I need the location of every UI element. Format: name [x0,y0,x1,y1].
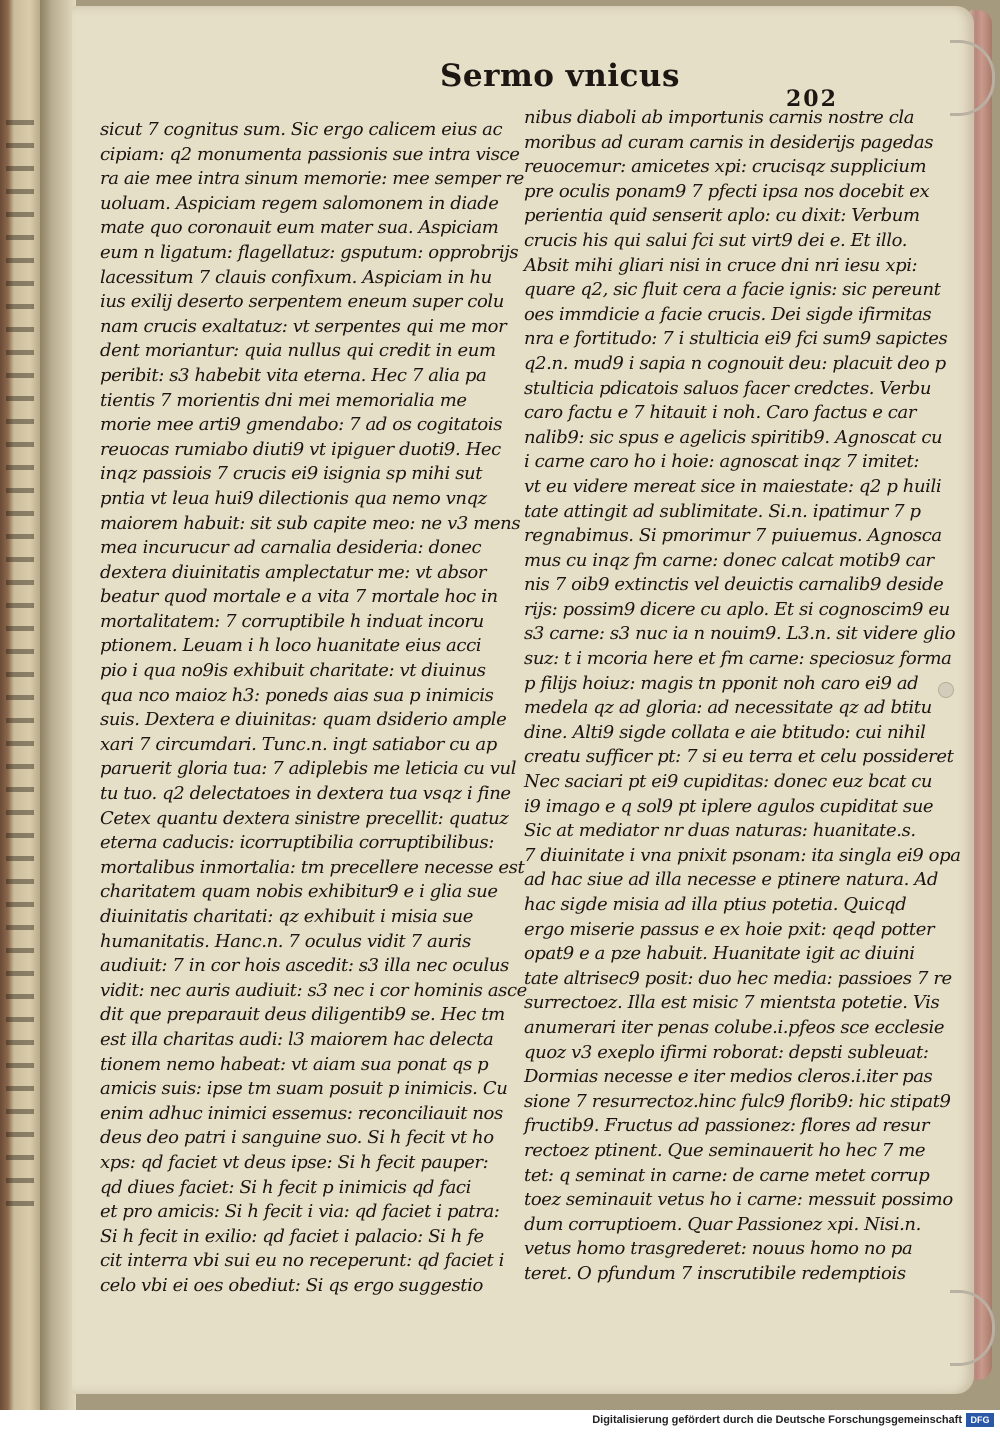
text-line: Nec saciari pt ei9 cupiditas: donec euz bcat cu [524,771,933,793]
text-line: sicut 7 cognitus sum. Sic ergo calicem eius ac [100,119,503,140]
text-line: fructib9. Fructus ad passionez: flores ad resur [524,1115,930,1137]
text-line: medela qz ad gloria: ad necessitate qz ad btitu [524,697,932,719]
facing-page-text-fragments [6,120,34,1220]
text-line: s3 carne: s3 nuc ia n nouim9. L3.n. sit videre glio [524,623,956,645]
text-line: quoz v3 exeplo ifirmi roborat: depsti subleuat: [524,1041,929,1063]
text-line: Dormias necesse e iter medios cleros.i.iter pas [524,1066,933,1088]
text-line: anumerari iter penas colube.i.pfeos sce ecclesie [524,1016,945,1038]
text-line: i carne caro ho i hoie: agnoscat inqz 7 imitet: [524,451,919,473]
text-line: enim adhuc inimici essemus: reconciliauit nos [100,1102,503,1124]
text-line: tientis 7 morientis dni mei memorialia me [100,389,467,411]
text-line: caro factu e 7 hitauit i noh. Caro factus e car [524,402,917,424]
text-line: moribus ad curam carnis in desiderijs pagedas [524,131,934,153]
text-line: nis 7 oib9 extinctis vel deuictis carnalib9 deside [524,574,944,596]
facing-page-edge [0,0,40,1410]
text-line: cipiam: q2 monumenta passionis sue intra visce [100,143,520,165]
text-line: crucis his qui salui fci sut virt9 dei e. Et illo. [524,229,908,251]
text-line: Sic at mediator nr duas naturas: huanitate.s. [524,820,916,842]
dfg-logo: DFG [966,1413,994,1427]
text-line: paruerit gloria tua: 7 adiplebis me leticia cu vul [100,758,517,780]
text-line: suis. Dextera e diuinitas: quam dsiderio ample [100,709,507,731]
text-line: reuocemur: amicetes xpi: crucisqz supplicium [524,156,927,178]
text-line: creatu sufficer pt: 7 si eu terra et celu possideret [524,746,954,768]
text-line: hac sigde misia ad illa ptius potetia. Quicqd [524,894,907,915]
running-header: Sermo vnicus [440,58,680,94]
funding-credit: Digitalisierung gefördert durch die Deutsche Forschungsgemeinschaft [592,1414,962,1426]
text-column-right [524,106,961,1287]
text-line: dum corruptioem. Quar Passionez xpi. Nisi.n. [524,1213,921,1235]
text-line: peribit: s3 habebit vita eterna. Hec 7 alia pa [100,364,487,386]
text-line: mortalitatem: 7 corruptibile h induat incoru [100,610,484,632]
text-line: p filijs hoiuz: magis tn pponit noh caro ei9 ad [524,672,919,694]
text-line: celo vbi ei oes obediut: Si qs ergo suggestio [100,1274,483,1296]
text-line: pio i qua no9is exhibuit charitate: vt diuinus [100,660,486,682]
text-line: teret. O pfundum 7 inscrutibile redemptiois [524,1262,906,1284]
text-line: beatur quod mortale e a vita 7 mortale hoc in [100,586,498,608]
text-line: xps: qd faciet vt deus ipse: Si h fecit pauper: [100,1151,489,1173]
text-line: inqz passiois 7 crucis ei9 isignia sp mihi sut [100,463,483,485]
text-line: toez seminauit vetus ho i carne: messuit possimo [524,1189,953,1211]
text-line: Si h fecit in exilio: qd faciet i palacio: Si h fe [100,1225,484,1247]
book-gutter [40,0,76,1410]
text-line: vt eu videre mereat sice in maiestate: q2 p huili [524,475,942,497]
text-line: dent moriantur: quia nullus qui credit in eum [100,340,496,362]
text-line: eum n ligatum: flagellatuz: gsputum: opprobrijs [100,241,519,263]
text-line: oes immdicie a facie crucis. Dei sigde ifirmitas [524,303,932,325]
text-line: ius exilij deserto serpentem eneum super colu [100,291,504,313]
text-line: audiuit: 7 in cor hois ascedit: s3 illa nec oculus [100,955,509,977]
text-line: Absit mihi gliari nisi in cruce dni nri iesu xpi: [524,254,918,276]
text-line: qua nco maioz h3: poneds aias sua p inimicis [100,684,494,706]
text-line: morie mee arti9 gmendabo: 7 ad os cogitatois [100,414,503,436]
text-line: dit que preparauit deus diligentib9 se. Hec tm [100,1004,505,1026]
text-line: diuinitatis charitati: qz exhibuit i misia sue [100,906,473,927]
text-line: mate quo coronauit eum mater sua. Aspiciam [100,217,499,239]
text-line: maiorem habuit: sit sub capite meo: ne v3 mens [100,512,521,534]
text-line: tu tuo. q2 delectatoes in dextera tua vsqz i fine [100,783,511,805]
text-line: suz: t i mcoria here et fm carne: speciosuz forma [524,648,952,670]
text-line: surrectoez. Illa est misic 7 mientsta potetie. Vis [524,992,940,1014]
folio-number: 202 [786,86,838,112]
text-line: tet: q seminat in carne: de carne metet corrup [524,1164,930,1186]
text-line: vidit: nec auris audiuit: s3 nec i cor hominis asce [100,979,527,1001]
text-line: tate altrisec9 posit: duo hec media: passioes 7 re [524,967,952,989]
text-line: mea incurucur ad carnalia desideria: donec [100,537,482,559]
text-line: tate attingit ad sublimitate. Si.n. ipatimur 7 p [524,500,921,522]
text-line: sione 7 resurrectoz.hinc fulc9 florib9: hic stipat9 [524,1090,951,1112]
text-line: est illa charitas audi: l3 maiorem hac delecta [100,1028,494,1050]
text-line: deus deo patri i sanguine suo. Si h fecit vt ho [100,1127,494,1149]
page-pin-mark [938,682,954,698]
text-line: q2.n. mud9 i sapia n cognouit deu: placuit deo p [524,352,946,374]
text-line: reuocas rumiabo diuti9 vt ipiguer duoti9. Hec [100,438,501,460]
text-line: ergo miserie passus e ex hoie pxit: qeqd potter [524,918,935,940]
text-line: perientia quid senserit aplo: cu dixit: Verbum [524,205,920,227]
text-line: opat9 e a pze habuit. Huanitate igit ac diuini [524,943,915,965]
text-line: nam crucis exaltatuz: vt serpentes qui me mor [100,315,507,337]
text-line: et pro amicis: Si h fecit i via: qd faciet i patra: [100,1201,500,1223]
text-line: ra aie mee intra sinum memorie: mee semper re [100,168,524,190]
text-line: ad hac siue ad illa necesse e ptinere natura. Ad [524,869,938,891]
text-line: Cetex quantu dextera sinistre precellit: quatuz [100,807,509,829]
text-line: stulticia pdicatois saluos facer credctes. Verbu [524,377,932,399]
text-line: lacessitum 7 clauis confixum. Aspiciam in hu [100,266,492,288]
text-line: qd diues faciet: Si h fecit p inimicis qd faci [100,1176,471,1198]
text-line: dine. Alti9 sigde collata e aie btitudo: cui nihil [524,721,926,743]
text-line: rijs: possim9 dicere cu aplo. Et si cognoscim9 eu [524,598,950,620]
text-line: mus cu inqz fm carne: donec calcat motib9 car [524,549,934,571]
text-line: eterna caducis: icorruptibilia corruptibilibus: [100,832,494,854]
text-line: rectoez ptinent. Que seminauerit ho hec 7 me [524,1139,926,1161]
text-line: regnabimus. Si pmorimur 7 puiuemus. Agnosca [524,525,942,547]
text-line: nibus diaboli ab importunis carnis nostre cla [524,107,915,128]
text-line: amicis suis: ipse tm suam posuit p inimicis. Cu [100,1078,508,1100]
text-line: quare q2, sic fluit cera a facie ignis: sic pereunt [524,279,941,301]
text-line: i9 imago e q sol9 pt iplere agulos cupiditat sue [524,795,934,817]
text-column-left [100,118,527,1299]
text-line: pre oculis ponam9 7 pfecti ipsa nos docebit ex [524,180,930,202]
text-line: nalib9: sic spus e agelicis spiritib9. Agnoscat cu [524,426,943,448]
text-line: pntia vt leua hui9 dilectionis qua nemo vnqz [100,487,487,509]
text-line: cit interra vbi sui eu no receperunt: qd faciet i [100,1250,505,1272]
text-line: charitatem quam nobis exhibitur9 e i glia sue [100,881,498,903]
text-line: ptionem. Leuam i h loco huanitate eius acci [100,635,482,657]
text-line: dextera diuinitatis amplectatur me: vt absor [100,561,487,583]
text-line: mortalibus inmortalia: tm precellere necesse est [100,856,525,878]
text-line: tionem nemo habeat: vt aiam sua ponat qs p [100,1053,489,1075]
text-line: 7 diuinitate i vna pnixit psonam: ita singla ei9 opa [524,844,961,866]
text-line: nra e fortitudo: 7 i stulticia ei9 fci sum9 sapictes [524,328,948,350]
text-line: vetus homo trasgrederet: nouus homo no pa [524,1238,913,1260]
text-line: humanitatis. Hanc.n. 7 oculus vidit 7 auris [100,930,471,952]
text-line: xari 7 circumdari. Tunc.n. ingt satiabor cu ap [100,733,497,755]
text-line: uoluam. Aspiciam regem salomonem in diade [100,192,499,214]
